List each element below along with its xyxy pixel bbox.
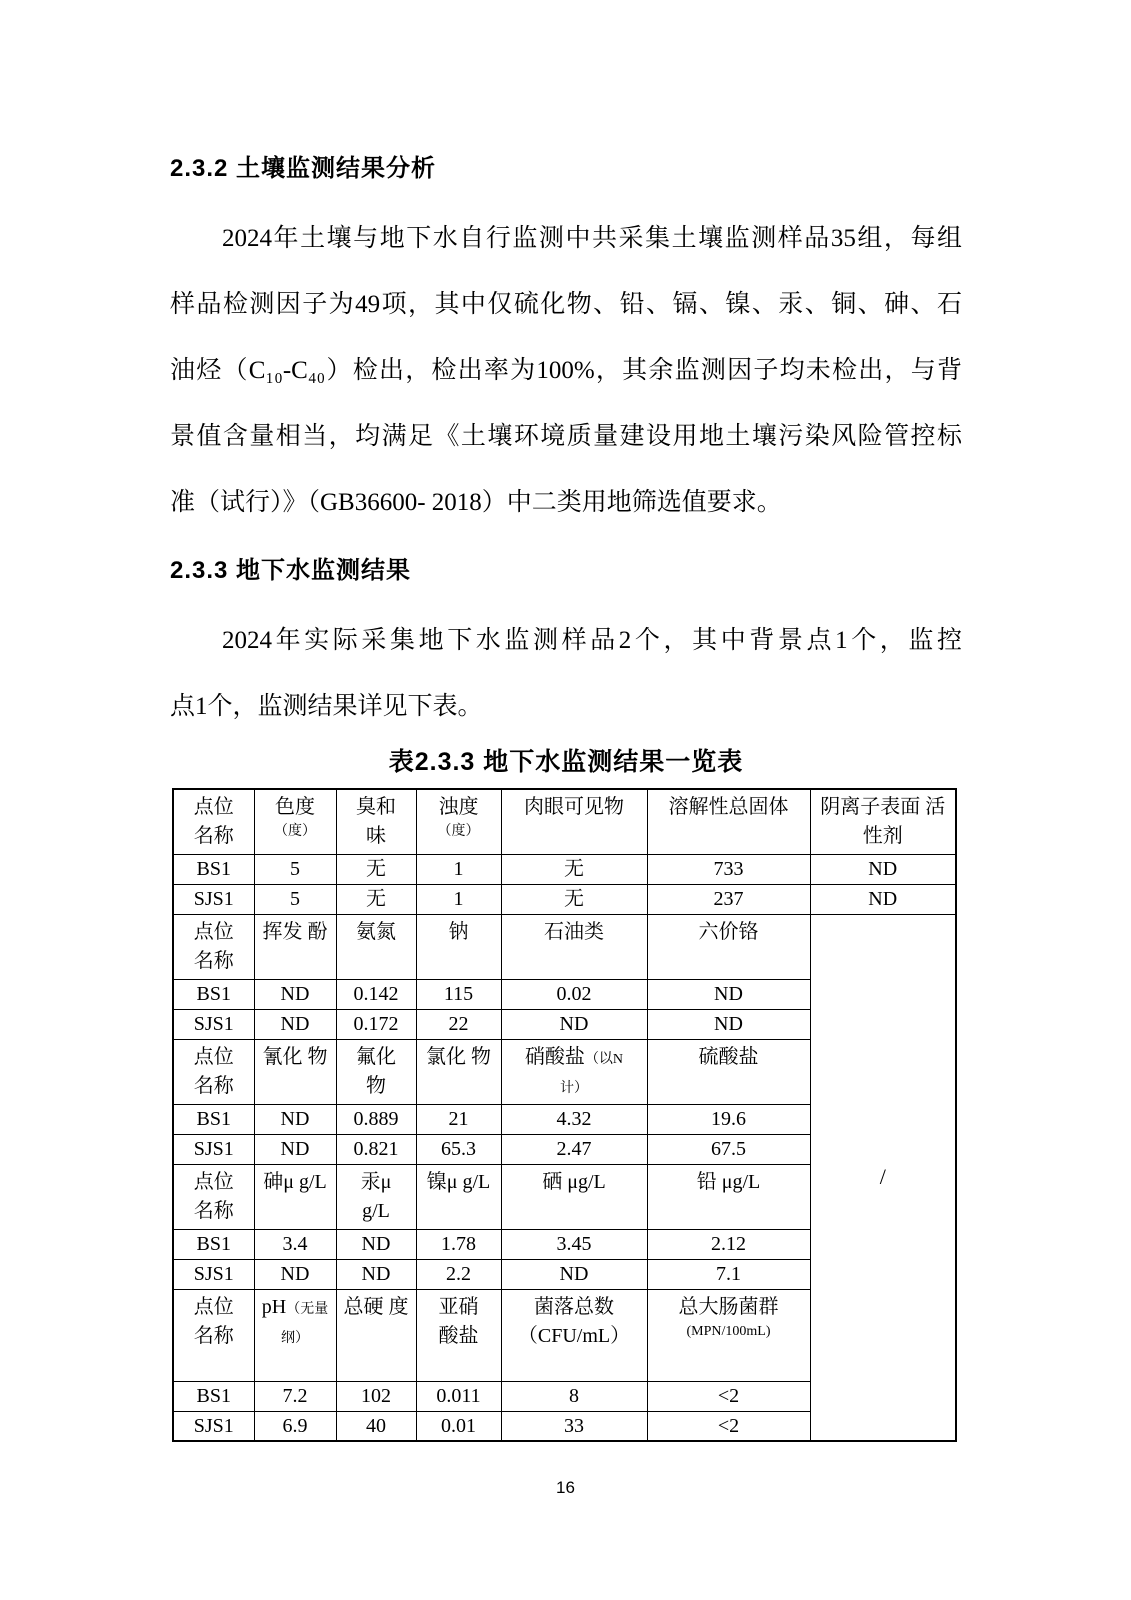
value-cell: ND xyxy=(336,1259,416,1289)
value-cell: 0.011 xyxy=(416,1381,501,1411)
data-row-sjs1 xyxy=(173,884,956,914)
value-cell: 6.9 xyxy=(254,1411,336,1441)
paragraph-line: 点1个，监测结果详见下表。 xyxy=(170,693,483,720)
value-cell: ND xyxy=(254,1134,336,1164)
value-cell: ND xyxy=(336,1229,416,1259)
value-cell: 2.12 xyxy=(647,1229,810,1259)
header-sodium: 钠 xyxy=(416,914,501,979)
header-colony-count: 菌落总数 （CFU/mL） xyxy=(501,1289,647,1381)
value-cell: 无 xyxy=(336,884,416,914)
slash-cell: / xyxy=(810,914,956,1441)
header-anionic-surfactant: 阴离子表面 活性剂 xyxy=(810,789,956,854)
header-fluoride: 氟化 物 xyxy=(336,1039,416,1104)
value-cell: BS1 xyxy=(173,1104,254,1134)
value-cell: SJS1 xyxy=(173,1134,254,1164)
header-lead: 铅 μg/L xyxy=(647,1164,810,1229)
paragraph-line: 样品检测因子为49项，其中仅硫化物、铅、镉、镍、汞、铜、砷、石 xyxy=(170,291,962,318)
header-point-name: 点位 名称 xyxy=(173,914,254,979)
param-header-row xyxy=(173,789,956,854)
paragraph-line: 景值含量相当，均满足《土壤环境质量建设用地土壤污染风险管控标 xyxy=(170,423,962,450)
header-ph: pH（无量纲） xyxy=(254,1289,336,1381)
header-volatile-phenol: 挥发 酚 xyxy=(254,914,336,979)
value-cell: 733 xyxy=(647,854,810,884)
value-cell: ND xyxy=(501,1009,647,1039)
header-tds: 溶解性总固体 xyxy=(647,789,810,854)
header-visible-matter: 肉眼可见物 xyxy=(501,789,647,854)
value-cell: 1 xyxy=(416,884,501,914)
value-cell: SJS1 xyxy=(173,884,254,914)
value-cell: 无 xyxy=(501,884,647,914)
value-cell: 22 xyxy=(416,1009,501,1039)
header-hexavalent-chromium: 六价铬 xyxy=(647,914,810,979)
header-turbidity: 浊度 （度） xyxy=(416,789,501,854)
value-cell: ND xyxy=(254,1104,336,1134)
value-cell: SJS1 xyxy=(173,1009,254,1039)
data-row-bs1 xyxy=(173,854,956,884)
header-sulfate: 硫酸盐 xyxy=(647,1039,810,1104)
value-cell: 237 xyxy=(647,884,810,914)
value-cell: 5 xyxy=(254,884,336,914)
value-cell: 67.5 xyxy=(647,1134,810,1164)
header-mercury: 汞μ g/L xyxy=(336,1164,416,1229)
param-header-row xyxy=(173,914,956,979)
value-cell: ND xyxy=(810,854,956,884)
value-cell: 0.821 xyxy=(336,1134,416,1164)
value-cell: 2.47 xyxy=(501,1134,647,1164)
value-cell: 0.01 xyxy=(416,1411,501,1441)
value-cell: 8 xyxy=(501,1381,647,1411)
page-number: 16 xyxy=(556,1478,575,1497)
value-cell: BS1 xyxy=(173,1381,254,1411)
header-point-name: 点位 名称 xyxy=(173,1164,254,1229)
value-cell: <2 xyxy=(647,1381,810,1411)
paragraph-line: 油烃（C₁₀-C₄₀）检出，检出率为100%，其余监测因子均未检出，与背 xyxy=(170,357,962,384)
table-title: 表2.3.3 地下水监测结果一览表 xyxy=(388,748,744,776)
header-selenium: 硒 μg/L xyxy=(501,1164,647,1229)
value-cell: 7.2 xyxy=(254,1381,336,1411)
value-cell: ND xyxy=(647,979,810,1009)
header-total-coliform: 总大肠菌群 (MPN/100mL) xyxy=(647,1289,810,1381)
header-point-name: 点位 名称 xyxy=(173,789,254,854)
header-point-name: 点位 名称 xyxy=(173,1039,254,1104)
value-cell: 1 xyxy=(416,854,501,884)
value-cell: 3.4 xyxy=(254,1229,336,1259)
header-total-hardness: 总硬 度 xyxy=(336,1289,416,1381)
value-cell: 102 xyxy=(336,1381,416,1411)
header-chloride: 氯化 物 xyxy=(416,1039,501,1104)
value-cell: ND xyxy=(254,1259,336,1289)
value-cell: 0.142 xyxy=(336,979,416,1009)
header-ammonia-nitrogen: 氨氮 xyxy=(336,914,416,979)
value-cell: 21 xyxy=(416,1104,501,1134)
value-cell: 3.45 xyxy=(501,1229,647,1259)
value-cell: ND xyxy=(254,1009,336,1039)
header-chroma: 色度 （度） xyxy=(254,789,336,854)
value-cell: 33 xyxy=(501,1411,647,1441)
section-heading-2-3-2: 2.3.2 土壤监测结果分析 xyxy=(170,155,437,182)
header-arsenic: 砷μ g/L xyxy=(254,1164,336,1229)
value-cell: ND xyxy=(254,979,336,1009)
value-cell: 无 xyxy=(501,854,647,884)
value-cell: BS1 xyxy=(173,854,254,884)
header-cyanide: 氰化 物 xyxy=(254,1039,336,1104)
paragraph-line: 准（试行）》（GB36600- 2018）中二类用地筛选值要求。 xyxy=(170,489,782,516)
value-cell: 2.2 xyxy=(416,1259,501,1289)
header-nickel: 镍μ g/L xyxy=(416,1164,501,1229)
value-cell: 5 xyxy=(254,854,336,884)
value-cell: 19.6 xyxy=(647,1104,810,1134)
value-cell: SJS1 xyxy=(173,1411,254,1441)
value-cell: 40 xyxy=(336,1411,416,1441)
value-cell: 7.1 xyxy=(647,1259,810,1289)
value-cell: 4.32 xyxy=(501,1104,647,1134)
paragraph-soil-results xyxy=(170,206,962,536)
value-cell: SJS1 xyxy=(173,1259,254,1289)
header-odor-taste: 臭和 味 xyxy=(336,789,416,854)
header-petroleum: 石油类 xyxy=(501,914,647,979)
value-cell: ND xyxy=(810,884,956,914)
section-heading-2-3-3: 2.3.3 地下水监测结果 xyxy=(170,557,412,584)
value-cell: 65.3 xyxy=(416,1134,501,1164)
value-cell: 0.889 xyxy=(336,1104,416,1134)
groundwater-results-table xyxy=(172,788,957,1442)
value-cell: 1.78 xyxy=(416,1229,501,1259)
value-cell: 0.02 xyxy=(501,979,647,1009)
value-cell: 无 xyxy=(336,854,416,884)
header-nitrite: 亚硝 酸盐 xyxy=(416,1289,501,1381)
value-cell: BS1 xyxy=(173,1229,254,1259)
header-point-name: 点位 名称 xyxy=(173,1289,254,1381)
value-cell: 115 xyxy=(416,979,501,1009)
paragraph-line: 2024年土壤与地下水自行监测中共采集土壤监测样品35组，每组 xyxy=(222,225,962,252)
value-cell: <2 xyxy=(647,1411,810,1441)
value-cell: BS1 xyxy=(173,979,254,1009)
value-cell: ND xyxy=(647,1009,810,1039)
paragraph-line: 2024年实际采集地下水监测样品2个，其中背景点1个，监控 xyxy=(222,627,962,654)
paragraph-groundwater-intro xyxy=(170,608,962,740)
header-nitrate: 硝酸盐（以N 计） xyxy=(501,1039,647,1104)
value-cell: ND xyxy=(501,1259,647,1289)
value-cell: 0.172 xyxy=(336,1009,416,1039)
